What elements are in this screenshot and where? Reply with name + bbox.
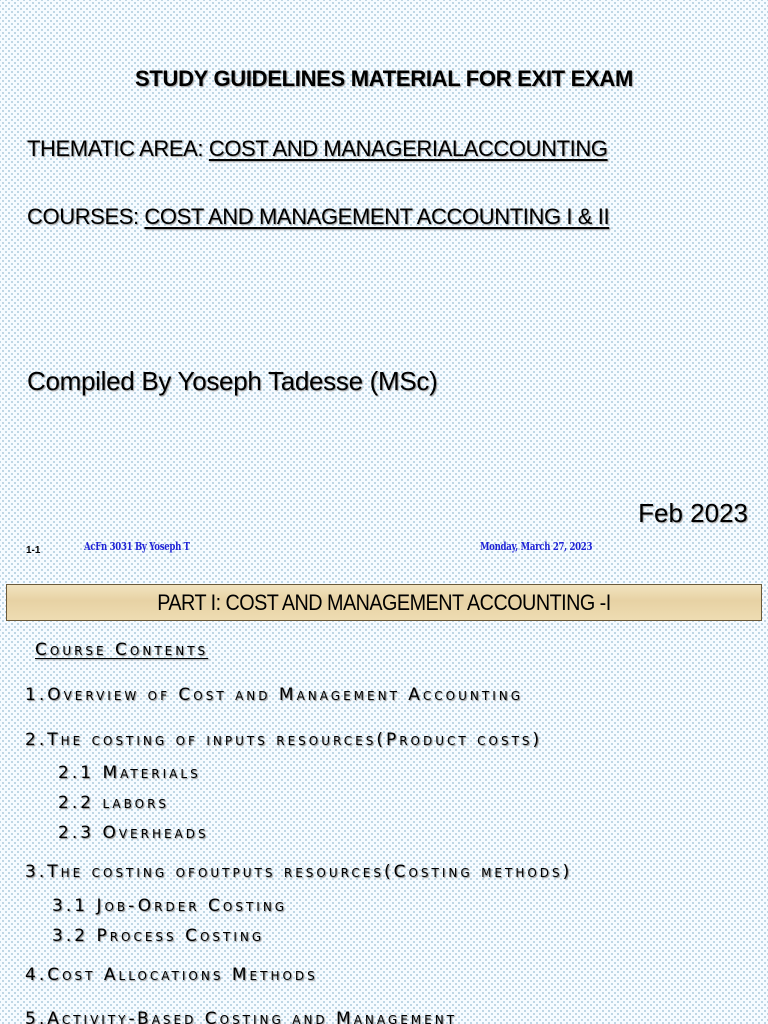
document-title: STUDY GUIDELINES MATERIAL FOR EXIT EXAM xyxy=(134,66,633,91)
toc-item-4: 4.Cost Allocations Methods xyxy=(25,965,318,985)
toc-item-3: 3.The costing ofoutputs resources(Costing methods) xyxy=(25,862,573,882)
toc-item-2-3: 2.3 Overheads xyxy=(58,823,209,843)
toc-item-2: 2.The costing of inputs resources(Product costs) xyxy=(25,730,543,750)
part-banner xyxy=(6,584,762,621)
toc-item-3-1: 3.1 Job-Order Costing xyxy=(52,896,288,916)
courses-line xyxy=(27,204,609,230)
slide-number: 1-1 xyxy=(26,545,41,556)
footer-date: Monday, March 27, 2023 xyxy=(480,540,593,553)
thematic-area-label: THEMATIC AREA: xyxy=(27,136,209,161)
toc-item-1: 1.Overview of Cost and Management Accounting xyxy=(25,685,524,705)
course-contents-heading: Course Contents xyxy=(35,640,209,660)
thematic-area-line xyxy=(27,136,608,162)
toc-item-2-2: 2.2 labors xyxy=(58,793,170,813)
courses-value: COST AND MANAGEMENT ACCOUNTING I & II xyxy=(144,204,610,229)
footer-course: AcFn 3031 By Yoseph T xyxy=(84,540,190,553)
toc-item-2-1: 2.1 Materials xyxy=(58,763,201,783)
toc-item-3-2: 3.2 Process Costing xyxy=(52,926,265,946)
thematic-area-value: COST AND MANAGERIALACCOUNTING xyxy=(208,136,608,161)
document-date: Feb 2023 xyxy=(638,498,748,528)
part-title: PART I: COST AND MANAGEMENT ACCOUNTING -I xyxy=(157,589,611,615)
compiled-by: Compiled By Yoseph Tadesse (MSc) xyxy=(27,366,438,396)
toc-item-5: 5.Activity-Based Costing and Management xyxy=(25,1009,458,1024)
courses-label: COURSES: xyxy=(27,204,145,229)
